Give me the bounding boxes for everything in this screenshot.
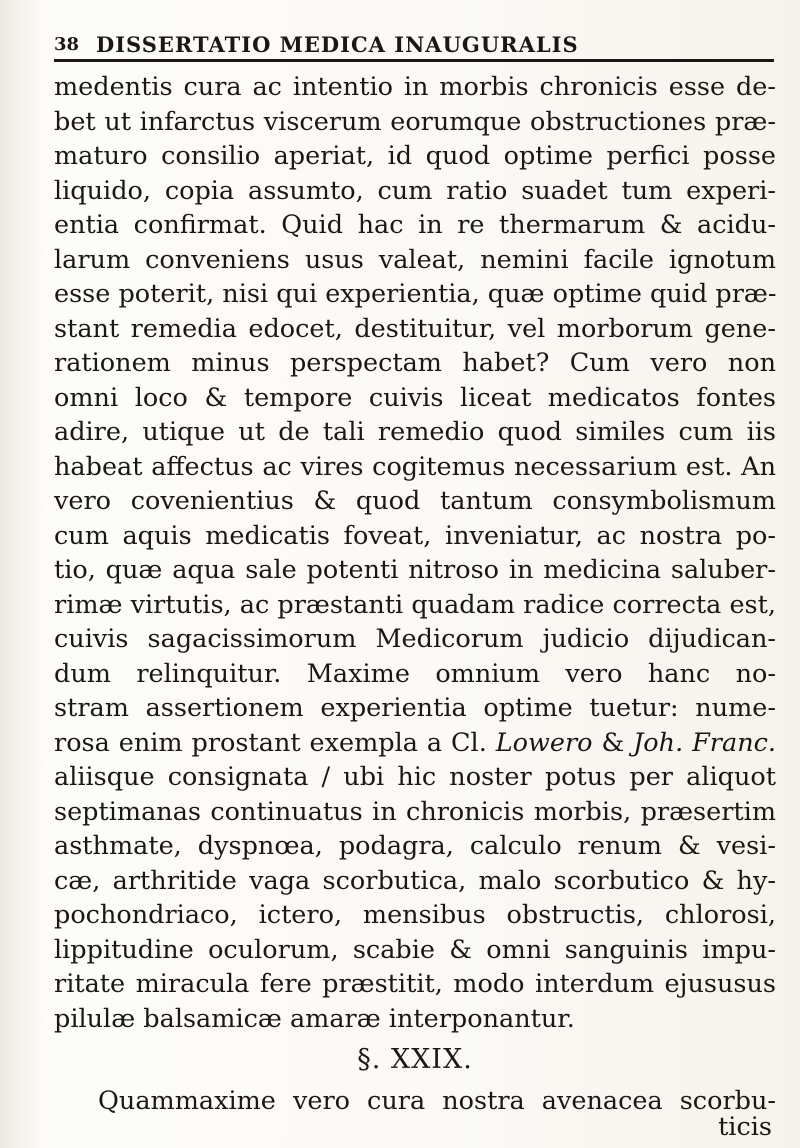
text-line: larum conveniens usus valeat, nemini facile ignotum [54,244,776,275]
text-line: rimæ virtutis, ac præstanti quadam radice correcta est, [54,589,776,620]
italic-name-joh-franc: Joh. Franc. [633,727,776,758]
paragraph-body [54,70,776,1075]
text-line: cum aquis medicatis foveat, inveniatur, ac nostra po- [54,520,776,551]
text-line: cæ, arthritide vaga scorbutica, malo scorbutico & hy- [54,865,776,896]
text-line: Quammaxime vero cura nostra avenacea scorbu- [98,1086,776,1116]
next-paragraph [54,1084,776,1119]
text-line: entia confirmat. Quid hac in re thermarum & acidu- [54,210,776,240]
text-line: vero covenientius & quod tantum consymbolismum [54,486,776,516]
text-line: pochondriaco, ictero, mensibus obstructis, chlorosi, [54,900,776,930]
text-line: maturo consilio aperiat, id quod optime perfici posse [54,141,776,171]
text-line: esse poterit, nisi qui experientia, quæ optime quid præ- [54,279,776,309]
text-line: medentis cura ac intentio in morbis chronicis esse de- [54,72,776,102]
text-line: tio, quæ aqua sale potenti nitroso in medicina saluber- [54,555,776,585]
text-line: lippitudine oculorum, scabie & omni sanguinis impu- [54,934,776,965]
text-line: liquido, copia assumto, cum ratio suadet tum experi- [54,175,776,206]
text-line: stram assertionem experientia optime tuetur: nume- [54,693,776,723]
section-heading: §. XXIX. [357,1044,473,1075]
text-line-last: pilulæ balsamicæ amaræ interponantur. [54,1003,575,1034]
text-line: aliisque consignata / ubi hic noster potus per aliquot [54,762,776,792]
page-number: 38 [54,34,80,55]
header-rule [54,59,774,62]
text-line: adire, utique ut de tali remedio quod similes cum iis [54,417,776,447]
text-segment: rosa enim prostant exempla a Cl. [54,727,487,758]
text-line: rationem minus perspectam habet? Cum vero non [54,348,776,378]
gutter-shadow [0,0,44,1148]
text-line: bet ut infarctus viscerum eorumque obstructiones præ- [54,106,776,137]
running-head: DISSERTATIO MEDICA INAUGURALIS [96,32,579,57]
text-line: cuivis sagacissimorum Medicorum judicio dijudican- [54,624,776,654]
text-line: asthmate, dyspnœa, podagra, calculo renum & vesi- [54,831,776,861]
italic-name-lowero: Lowero [495,727,593,758]
text-line: dum relinquitur. Maxime omnium vero hanc no- [54,658,776,689]
text-line: stant remedia edocet, destituitur, vel morborum gene- [54,313,776,344]
text-line: omni loco & tempore cuivis liceat medicatos fontes [54,382,776,413]
text-line: septimanas continuatus in chronicis morbis, præsertim [54,796,776,827]
ampersand: & [601,727,625,758]
text-line: habeat affectus ac vires cogitemus necessarium est. An [54,451,776,482]
text-line: ritate miracula fere præstitit, modo interdum ejususus [54,969,776,999]
text-line-with-names [54,726,776,761]
page-header [54,32,774,62]
catchword: ticis [718,1112,772,1142]
